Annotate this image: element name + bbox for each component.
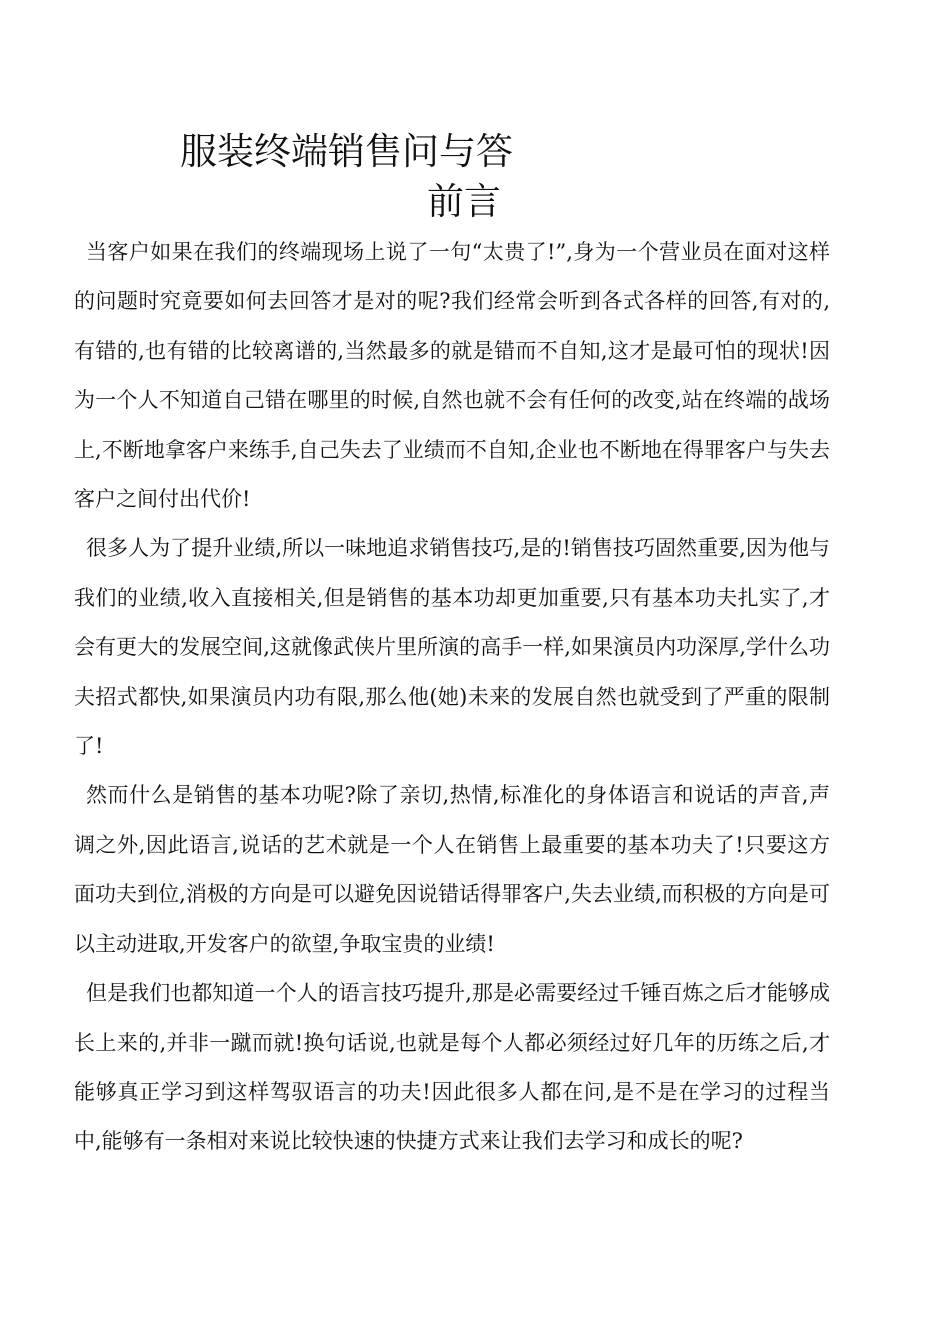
paragraph-4: 但是我们也都知道一个人的语言技巧提升,那是必需要经过千锤百炼之后才能够成长上来的,并非一蹴而就!换句话说,也就是每个人都必须经过好几年的历练之后,才能够真正学习到这样驾驭语言的功夫!因此很多人都在问,是不是在学习的过程当中,能够有一条相对来说比较快速的快捷方式来让我们去学习和成长的呢? xyxy=(74,981,830,1154)
body-text xyxy=(74,228,830,1167)
paragraph-2: 很多人为了提升业绩,所以一味地追求销售技巧,是的!销售技巧固然重要,因为他与我们的业绩,收入直接相关,但是销售的基本功却更加重要,只有基本功夫扎实了,才会有更大的发展空间,这就像武侠片里所演的高手一样,如果演员内功深厚,学什么功夫招式都快,如果演员内功有限,那么他(她)未来的发展自然也就受到了严重的限制了! xyxy=(74,536,830,759)
section-heading-preface: 前言 xyxy=(427,180,501,223)
paragraph-3: 然而什么是销售的基本功呢?除了亲切,热情,标准化的身体语言和说话的声音,声调之外,因此语言,说话的艺术就是一个人在销售上最重要的基本功夫了!只要这方面功夫到位,消极的方向是可以避免因说错话得罪客户,失去业绩,而积极的方向是可以主动进取,开发客户的欲望,争取宝贵的业绩! xyxy=(74,783,830,956)
document-title: 服装终端销售问与答 xyxy=(180,130,513,173)
paragraph-1: 当客户如果在我们的终端现场上说了一句“太贵了!”,身为一个营业员在面对这样的问题时究竟要如何去回答才是对的呢?我们经常会听到各式各样的回答,有对的,有错的,也有错的比较离谱的,当然最多的就是错而不自知,这才是最可怕的现状!因为一个人不知道自己错在哪里的时候,自然也就不会有任何的改变,站在终端的战场上,不断地拿客户来练手,自己失去了业绩而不自知,企业也不断地在得罪客户与失去客户之间付出代价! xyxy=(74,240,830,512)
